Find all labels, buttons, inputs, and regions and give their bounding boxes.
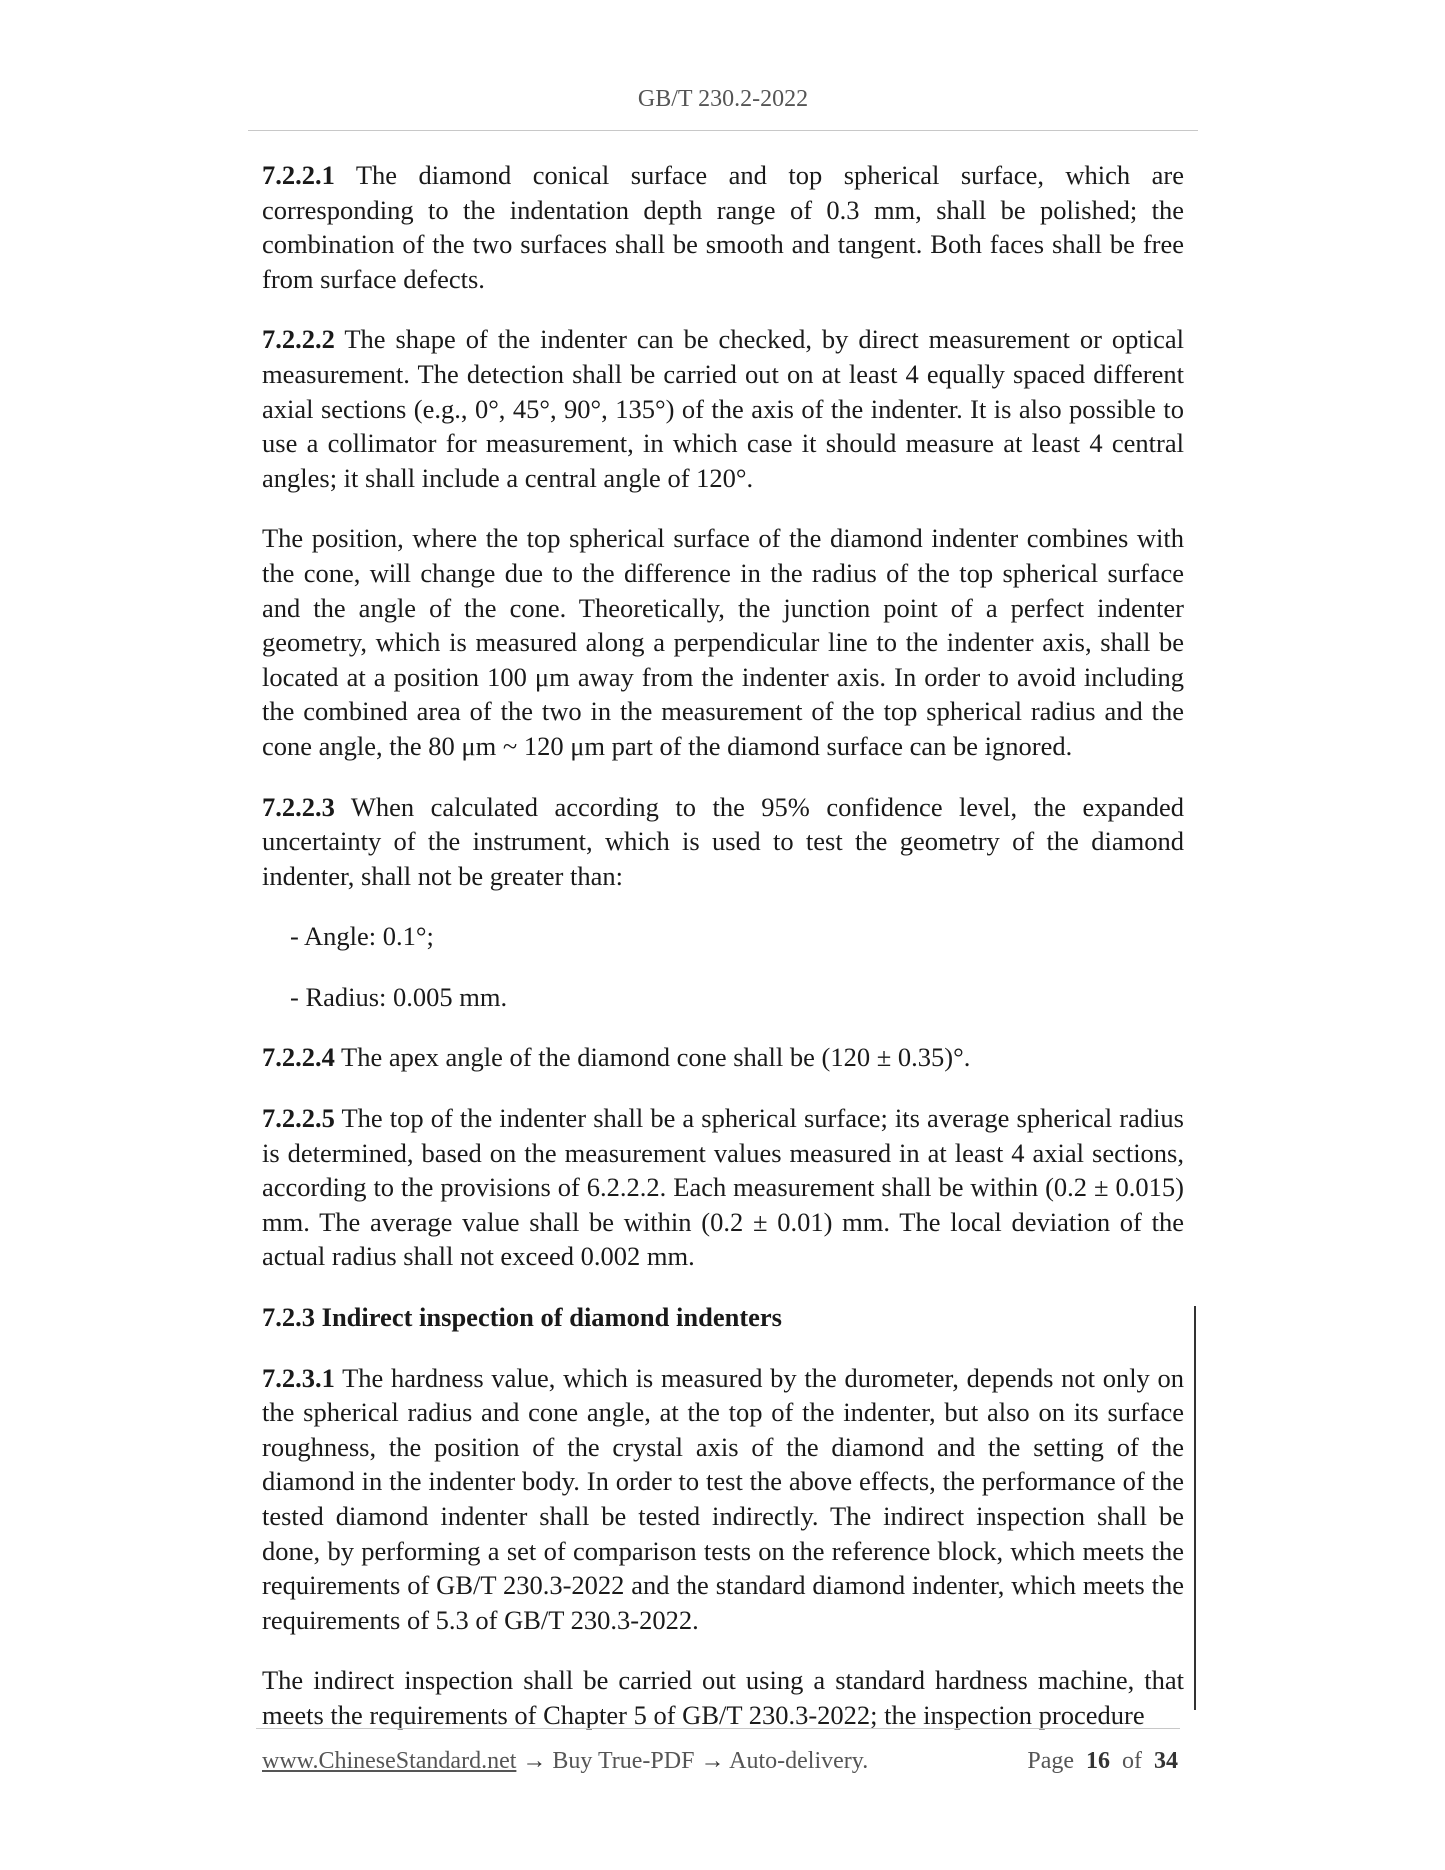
header-divider bbox=[248, 130, 1198, 131]
clause-number: 7.2.2.5 bbox=[262, 1103, 335, 1134]
clause-number: 7.2.2.1 bbox=[262, 160, 335, 190]
clause-text: The diamond conical surface and top spherical surface, which are corresponding to the indentation depth range of 0.3 mm, shall be polished; the combination of the two surfaces shall be smooth and tangent. Both faces shall be free from surface defects. bbox=[262, 160, 1184, 294]
buy-pdf-text: Buy True-PDF bbox=[552, 1748, 695, 1774]
arrow-right-icon: → bbox=[516, 1748, 553, 1774]
footer-promo bbox=[262, 1748, 868, 1775]
clause-text: The shape of the indenter can be checked, by direct measurement or optical measurement. The detection shall be carried out on at least 4 equally spaced different axial sections (e.g., 0°, 45°, 90°, 135°) of the axis of the indenter. It is also possible to use a collimator for measurement, in which case it should measure at least 4 central angles; it shall include a central angle of 120°. bbox=[262, 324, 1184, 493]
auto-delivery-text: Auto-delivery. bbox=[729, 1748, 869, 1774]
clause-number: 7.2.2.3 bbox=[262, 791, 335, 822]
clause-number: 7.2.2.2 bbox=[262, 324, 335, 355]
clause-7-2-2-2 bbox=[262, 322, 1184, 495]
clause-text: The apex angle of the diamond cone shall be (120 ± 0.35)°. bbox=[334, 1042, 971, 1073]
paragraph-indirect-inspection: The indirect inspection shall be carried out using a standard hardness machine, that meets the requirements of Chapter 5 of GB/T 230.3-2022; the inspection procedure bbox=[262, 1665, 1184, 1730]
page-label: Page bbox=[1027, 1748, 1074, 1774]
list-item-angle: - Angle: 0.1°; bbox=[290, 921, 434, 952]
current-page: 16 bbox=[1086, 1748, 1110, 1774]
arrow-right-icon: → bbox=[694, 1748, 730, 1774]
of-label: of bbox=[1122, 1748, 1142, 1774]
clause-7-2-2-5 bbox=[262, 1101, 1184, 1274]
total-pages: 34 bbox=[1154, 1748, 1178, 1774]
clause-7-2-2-1 bbox=[262, 158, 1184, 296]
paragraph-junction-position: The position, where the top spherical surface of the diamond indenter combines with the cone, will change due to the difference in the radius of the top spherical surface and the angle of the cone. Theoretically, the junction point of a perfect indenter geometry, which is measured along a perpendicular line to the indenter axis, shall be located at a position 100 μm away from the indenter axis. In order to avoid including the combined area of the two in the measurement of the top spherical radius and the cone angle, the 80 μm ~ 120 μm part of the diamond surface can be ignored. bbox=[262, 523, 1184, 761]
clause-number: 7.2.2.4 bbox=[262, 1042, 335, 1073]
document-body bbox=[262, 158, 1184, 1759]
clause-text: The top of the indenter shall be a spherical surface; its average spherical radius is determined, based on the measurement values measured in at least 4 axial sections, according to the provisions of 6.2.2.2. Each measurement shall be within (0.2 ± 0.015) mm. The average value shall be within (0.2 ± 0.01) mm. The local deviation of the actual radius shall not exceed 0.002 mm. bbox=[262, 1103, 1184, 1272]
page-header: GB/T 230.2-2022 bbox=[637, 86, 809, 112]
clause-7-2-3-1 bbox=[262, 1361, 1184, 1638]
section-heading-7-2-3: 7.2.3 Indirect inspection of diamond indenters bbox=[262, 1302, 782, 1333]
clause-number: 7.2.3.1 bbox=[262, 1362, 335, 1393]
clause-7-2-2-4 bbox=[262, 1040, 1184, 1075]
footer-divider bbox=[256, 1728, 1180, 1729]
clause-text: When calculated according to the 95% confidence level, the expanded uncertainty of the instrument, which is used to test the geometry of the diamond indenter, shall not be greater than: bbox=[262, 791, 1184, 891]
website-link[interactable]: www.ChineseStandard.net bbox=[262, 1748, 517, 1774]
list-item-radius: - Radius: 0.005 mm. bbox=[290, 981, 508, 1012]
revision-change-bar bbox=[1194, 1306, 1196, 1710]
page-number bbox=[1027, 1748, 1178, 1775]
clause-7-2-2-3 bbox=[262, 790, 1184, 894]
clause-text: The hardness value, which is measured by the durometer, depends not only on the spherical radius and cone angle, at the top of the indenter, but also on its surface roughness, the position of the crystal axis of the diamond and the setting of the diamond in the indenter body. In order to test the above effects, the performance of the tested diamond indenter shall be tested indirectly. The indirect inspection shall be done, by performing a set of comparison tests on the reference block, which meets the requirements of GB/T 230.3-2022 and the standard diamond indenter, which meets the requirements of 5.3 of GB/T 230.3-2022. bbox=[262, 1362, 1184, 1635]
